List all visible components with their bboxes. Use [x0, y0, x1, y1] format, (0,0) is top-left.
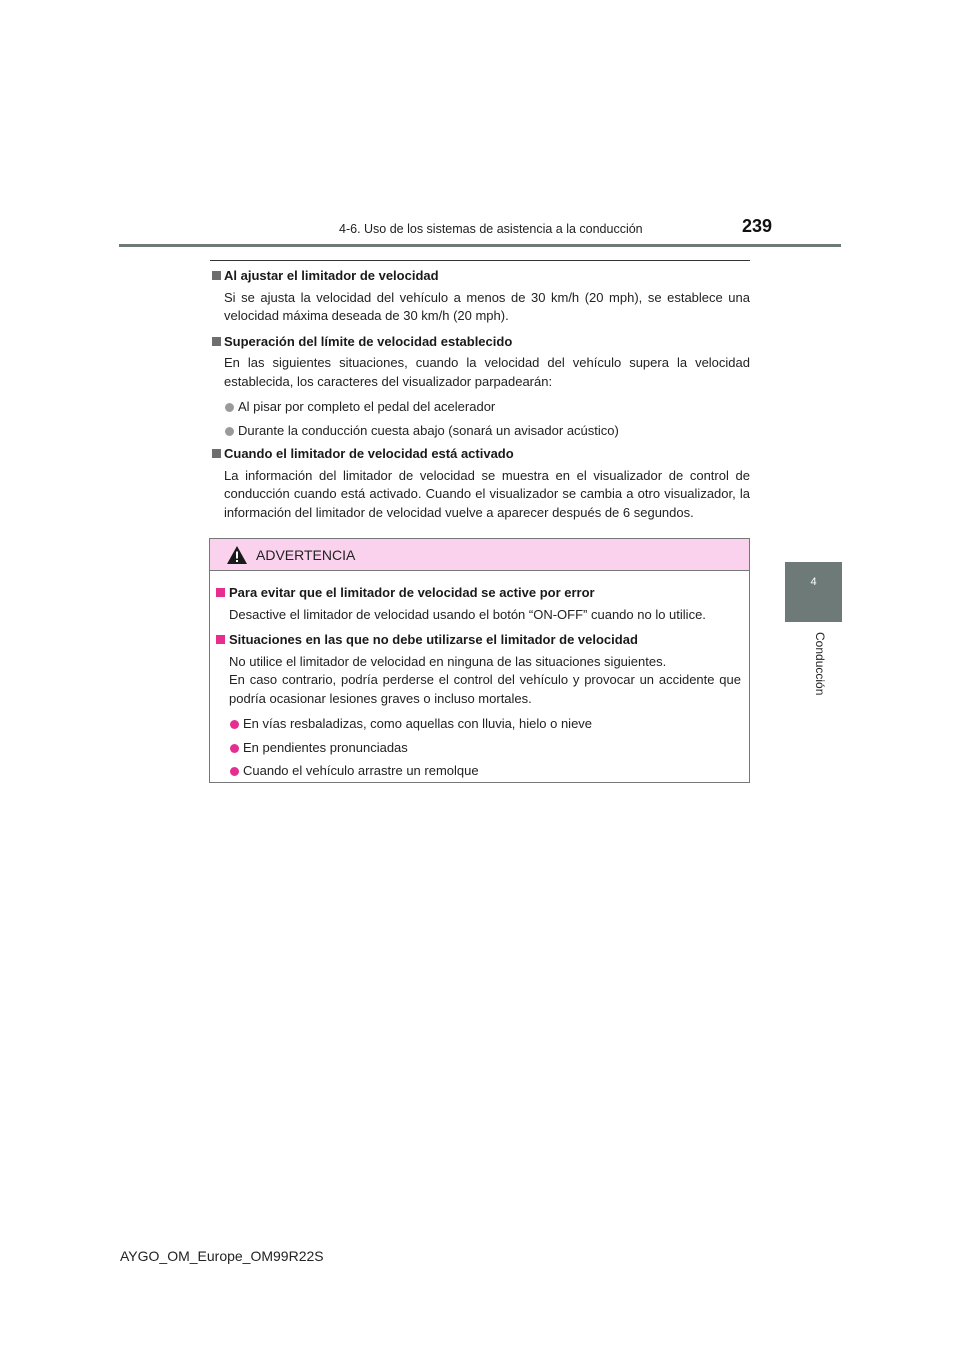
header-rule: [119, 244, 841, 247]
warning-item-situations: [216, 631, 741, 781]
circle-bullet-icon: [230, 720, 239, 729]
list-item-text: En vías resbaladizas, como aquellas con lluvia, hielo o nieve: [243, 716, 593, 731]
circle-bullet-icon: [230, 744, 239, 753]
list-item-text: Al pisar por completo el pedal del acelerador: [238, 399, 496, 414]
section-heading-text: Superación del límite de velocidad establecido: [224, 333, 513, 349]
chapter-tab: [785, 562, 842, 622]
warning-item-accidental-activation: [216, 584, 741, 624]
warning-box: [209, 538, 750, 783]
circle-bullet-icon: [225, 427, 234, 436]
list-item-text: Durante la conducción cuesta abajo (sonará un avisador acústico): [238, 422, 619, 438]
warning-title: ADVERTENCIA: [256, 547, 356, 563]
chapter-number: 4: [810, 576, 817, 588]
warning-body: [210, 571, 749, 781]
section-heading-text: Al ajustar el limitador de velocidad: [224, 268, 439, 283]
list-item: [210, 398, 750, 417]
section-heading-text: Cuando el limitador de velocidad está activado: [224, 446, 514, 461]
warning-paragraph: Desactive el limitador de velocidad usando el botón “ON-OFF” cuando no lo utilice.: [229, 606, 706, 622]
list-item: [216, 715, 741, 734]
section-paragraph: Si se ajusta la velocidad del vehículo a menos de 30 km/h (20 mph), se establece una velocidad máxima deseada de 30 km/h (20 mph).: [224, 289, 750, 323]
warning-heading-text: Para evitar que el limitador de velocidad se active por error: [229, 585, 595, 600]
warning-paragraph: En caso contrario, podría perderse el control del vehículo y provocar un accidente que podría ocasionar lesiones graves o incluso mortales.: [229, 672, 741, 706]
header-section-title: 4-6. Uso de los sistemas de asistencia a la conducción: [339, 222, 643, 236]
main-content: [210, 267, 750, 529]
section-heading: [210, 333, 750, 352]
footer-doc-id: AYGO_OM_Europe_OM99R22S: [120, 1248, 324, 1264]
warning-header: [210, 539, 749, 571]
section-heading: [210, 267, 750, 286]
warning-heading: [216, 584, 741, 603]
section-rule: [210, 260, 750, 261]
section-paragraph: La información del limitador de velocidad se muestra en el visualizador de control de conducción cuando está activado. Cuando el visualizador se cambia a otro visualizador, la información del limitador de velocidad vuelve a aparecer después de 6 segundos.: [224, 467, 750, 520]
list-item: [216, 739, 741, 758]
section-heading: [210, 445, 750, 464]
circle-bullet-icon: [225, 403, 234, 412]
warning-paragraph: No utilice el limitador de velocidad en ninguna de las situaciones siguientes.: [229, 653, 667, 669]
warning-triangle-icon: [226, 545, 248, 565]
square-bullet-icon: [212, 271, 221, 280]
list-item: [216, 762, 741, 781]
chapter-label: Conducción: [813, 632, 827, 696]
square-bullet-icon: [212, 449, 221, 458]
list-item-text: En pendientes pronunciadas: [243, 739, 408, 755]
square-bullet-icon: [216, 635, 225, 644]
section-paragraph: En las siguientes situaciones, cuando la velocidad del vehículo supera la velocidad establecida, los caracteres del visualizador parpadearán:: [224, 355, 750, 389]
warning-heading: [216, 631, 741, 650]
warning-heading-text: Situaciones en las que no debe utilizarse el limitador de velocidad: [229, 632, 638, 647]
list-item-text: Cuando el vehículo arrastre un remolque: [243, 763, 479, 778]
section-limiter-active: [210, 445, 750, 522]
section-speed-exceeded: [210, 333, 750, 441]
page-number: 239: [742, 216, 773, 236]
circle-bullet-icon: [230, 767, 239, 776]
section-speed-setting: [210, 267, 750, 326]
square-bullet-icon: [216, 588, 225, 597]
square-bullet-icon: [212, 337, 221, 346]
list-item: [210, 422, 750, 441]
